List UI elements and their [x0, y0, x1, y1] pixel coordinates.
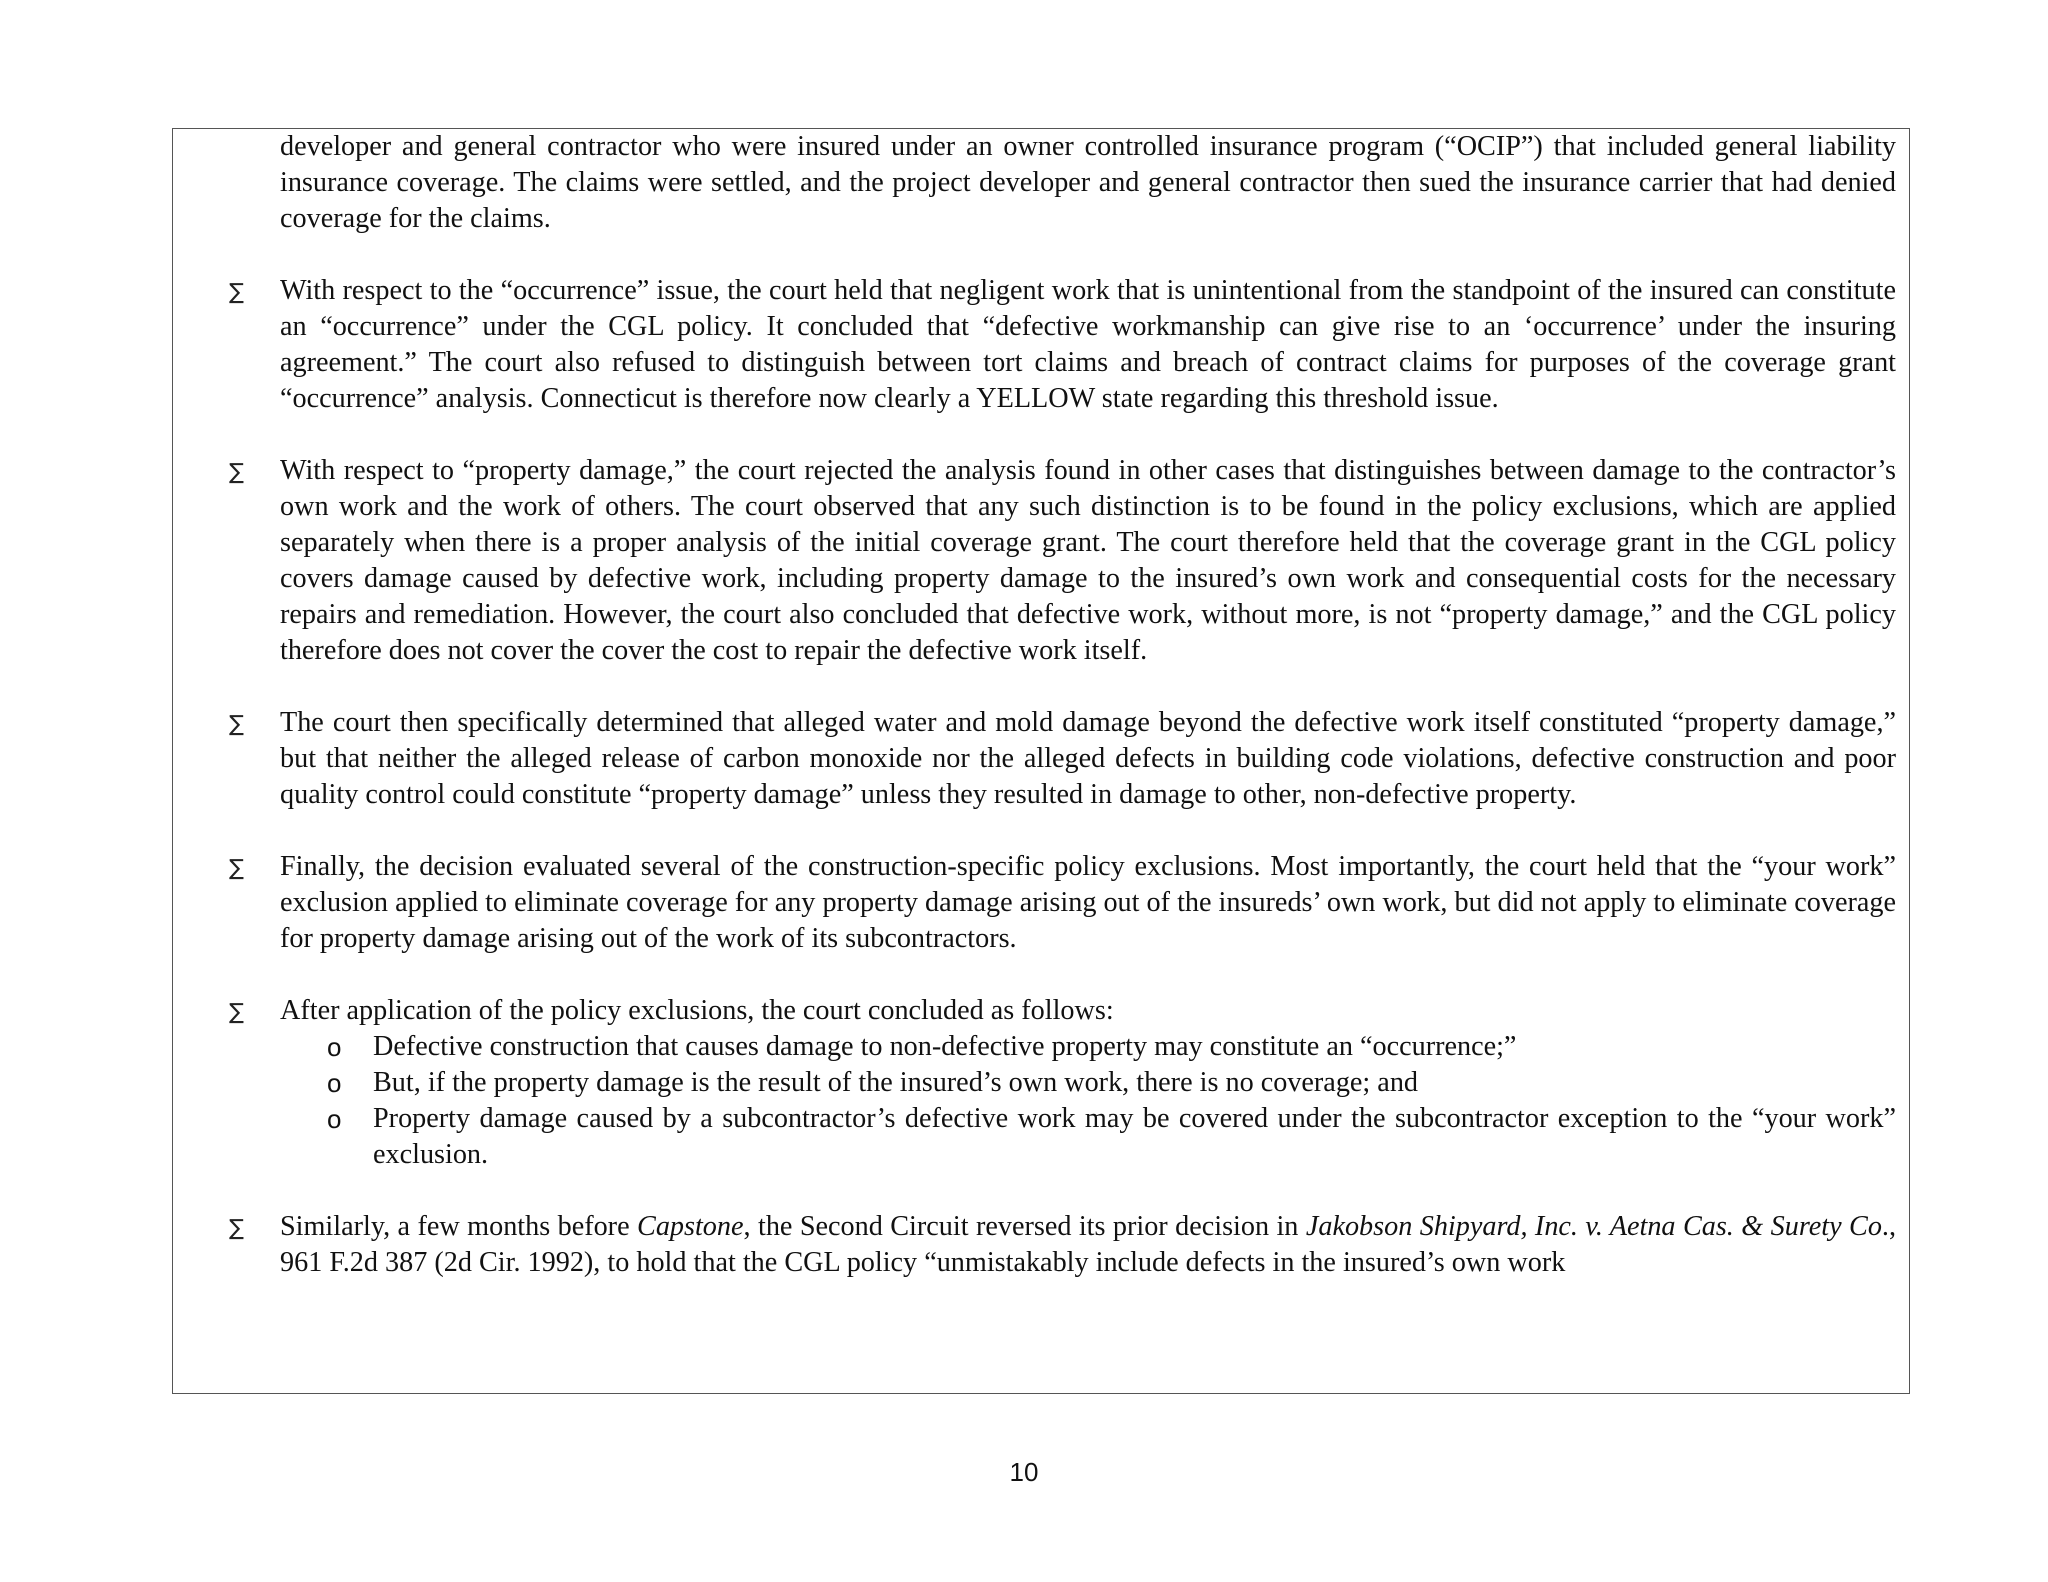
sub-list-item — [280, 1101, 1896, 1173]
sigma-bullet-icon: ∑ — [229, 1000, 244, 1025]
circle-bullet-icon: o — [327, 1104, 342, 1134]
document-body — [229, 129, 1897, 1281]
sub-item-text: Defective construction that causes damage to non-defective property may constitute an “occurrence;” — [373, 1031, 1517, 1062]
sigma-bullet-icon: ∑ — [229, 712, 244, 737]
text-run: ., 961 F.2d 387 (2d Cir. 1992), to hold that the CGL policy “unmistakably include defects in the insured’s own work — [280, 1211, 1897, 1278]
text-run: , the Second Circuit reversed its prior decision in — [743, 1211, 1306, 1242]
text-run: Similarly, a few months before — [280, 1211, 638, 1242]
circle-bullet-icon: o — [327, 1068, 342, 1098]
sigma-bullet-icon: ∑ — [229, 460, 244, 485]
case-name-capstone: Capstone — [637, 1211, 744, 1242]
circle-bullet-icon: o — [327, 1032, 342, 1062]
bullet-second-circuit — [229, 1209, 1897, 1281]
bullet-text: After application of the policy exclusions, the court concluded as follows: — [280, 995, 1114, 1026]
sub-item-text: Property damage caused by a subcontractor’s defective work may be covered under the subcontractor exception to the “your work” exclusion. — [373, 1103, 1896, 1170]
bullet-exclusions — [229, 849, 1896, 957]
bullet-occurrence — [229, 273, 1896, 417]
bullet-text: With respect to the “occurrence” issue, the court held that negligent work that is unintentional from the standpoint of the insured can constitute an “occurrence” under the CGL policy. It concluded that “defective workmanship can give rise to an ‘occurrence’ under the insuring agreement.” The court also refused to distinguish between tort claims and breach of contract claims for purposes of the coverage grant “occurrence” analysis. Connecticut is therefore now clearly a YELLOW state regarding this threshold issue. — [280, 275, 1896, 414]
bullet-text: Finally, the decision evaluated several of the construction-specific policy exclusions. Most importantly, the court held that the “your work” exclusion applied to eliminate coverage for any property damage arising out of the insureds’ own work, but did not apply to eliminate coverage for property damage arising out of the work of its subcontractors. — [280, 851, 1896, 954]
sub-item-text: But, if the property damage is the result of the insured’s own work, there is no coverage; and — [373, 1067, 1419, 1098]
sigma-bullet-icon: ∑ — [229, 856, 244, 881]
bullet-text: The court then specifically determined that alleged water and mold damage beyond the defective work itself constituted “property damage,” but that neither the alleged release of carbon monoxide nor the alleged defects in building code violations, defective construction and poor quality control could constitute “property damage” unless they resulted in damage to other, non-defective property. — [280, 707, 1896, 810]
case-name-jakobson: Jakobson Shipyard, Inc. v. Aetna Cas. & Surety Co — [1305, 1211, 1882, 1242]
sub-list-item — [280, 1029, 1896, 1065]
sigma-bullet-icon: ∑ — [229, 280, 244, 305]
sub-list-item — [280, 1065, 1896, 1101]
bullet-text: With respect to “property damage,” the court rejected the analysis found in other cases that distinguishes between damage to the contractor’s own work and the work of others. The court observed that any such distinction is to be found in the policy exclusions, which are applied separately when there is a proper analysis of the initial coverage grant. The court therefore held that the coverage grant in the CGL policy covers damage caused by defective work, including property damage to the insured’s own work and consequential costs for the necessary repairs and remediation. However, the court also concluded that defective work, without more, is not “property damage,” and the CGL policy therefore does not cover the cover the cost to repair the defective work itself. — [280, 455, 1896, 666]
bullet-conclusion — [229, 993, 1896, 1173]
conclusion-sub-list — [280, 1029, 1896, 1173]
bullet-property-damage — [229, 453, 1896, 669]
bullet-water-mold — [229, 705, 1896, 813]
bullet-text — [280, 1209, 1896, 1281]
sigma-bullet-icon: ∑ — [229, 1216, 244, 1241]
intro-paragraph: developer and general contractor who were insured under an owner controlled insurance program (“OCIP”) that included general liability insurance coverage. The claims were settled, and the project developer and general contractor then sued the insurance carrier that had denied coverage for the claims. — [280, 131, 1896, 234]
page-number: 10 — [1009, 1457, 1039, 1487]
